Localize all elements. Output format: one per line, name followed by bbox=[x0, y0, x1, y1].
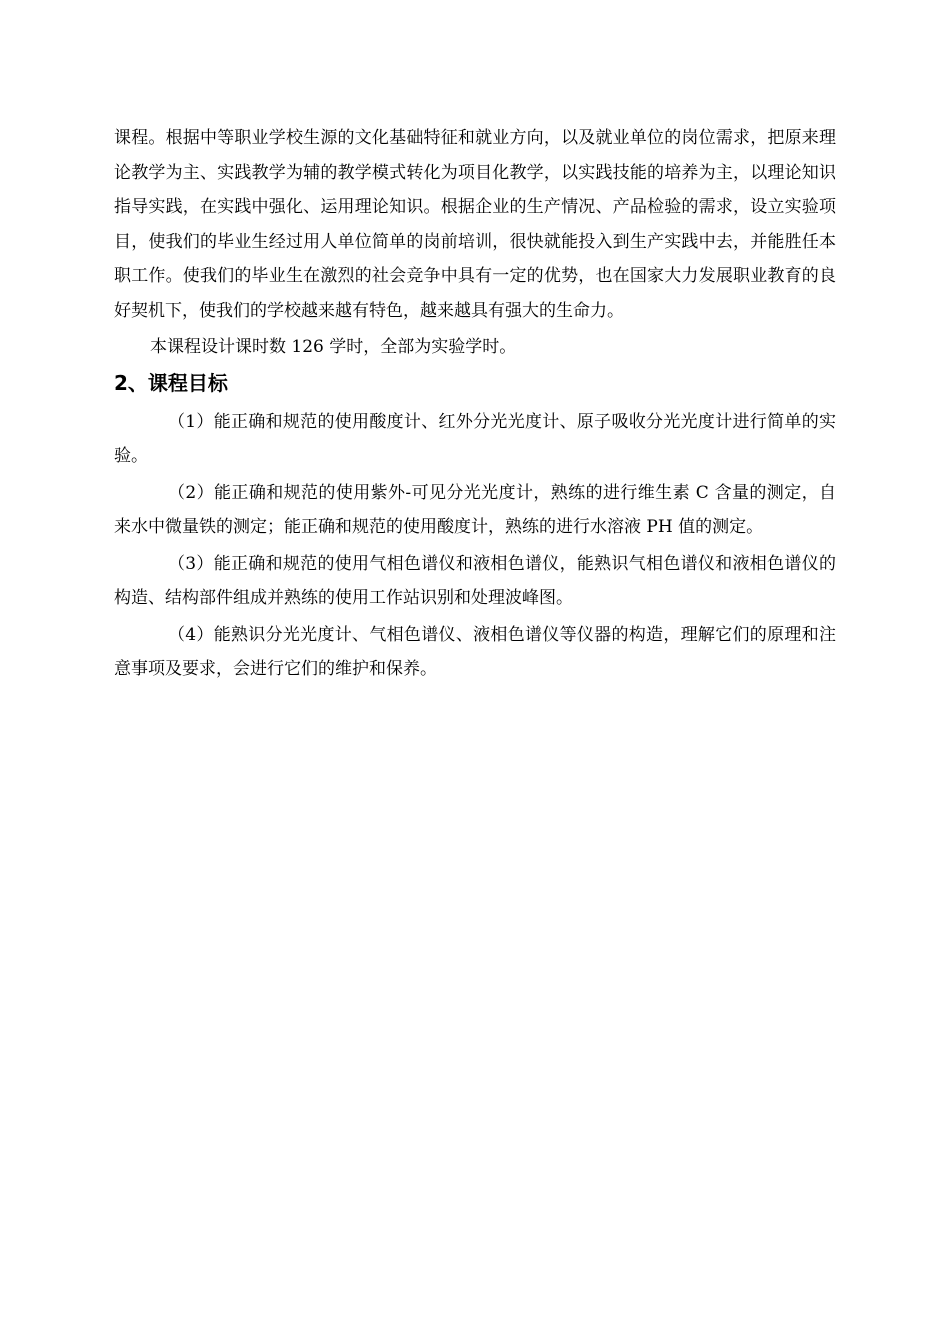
course-hours-paragraph: 本课程设计课时数 126 学时，全部为实验学时。 bbox=[150, 337, 517, 357]
goal-item-2: （2）能正确和规范的使用紫外-可见分光光度计，熟练的进行维生素 C 含量的测定，自来水中微量铁的测定；能正确和规范的使用酸度计，熟练的进行水溶液 PH 值的测定。 bbox=[114, 482, 836, 537]
section-heading-course-goals: 2、课程目标 bbox=[114, 370, 228, 395]
goal-item-4: （4）能熟识分光光度计、气相色谱仪、液相色谱仪等仪器的构造，理解它们的原理和注意事项及要求，会进行它们的维护和保养。 bbox=[114, 624, 836, 679]
page-content bbox=[114, 121, 836, 687]
intro-paragraph: 课程。根据中等职业学校生源的文化基础特征和就业方向，以及就业单位的岗位需求，把原来理论教学为主、实践教学为辅的教学模式转化为项目化教学，以实践技能的培养为主，以理论知识指导实践，在实践中强化、运用理论知识。根据企业的生产情况、产品检验的需求，设立实验项目，使我们的毕业生经过用人单位简单的岗前培训，很快就能投入到生产实践中去，并能胜任本职工作。使我们的毕业生在激烈的社会竞争中具有一定的优势，也在国家大力发展职业教育的良好契机下，使我们的学校越来越有特色，越来越具有强大的生命力。 bbox=[114, 128, 836, 321]
goal-item-1: （1）能正确和规范的使用酸度计、红外分光光度计、原子吸收分光光度计进行简单的实验。 bbox=[114, 411, 836, 466]
goal-item-3: （3）能正确和规范的使用气相色谱仪和液相色谱仪，能熟识气相色谱仪和液相色谱仪的构造、结构部件组成并熟练的使用工作站识别和处理波峰图。 bbox=[114, 553, 836, 608]
